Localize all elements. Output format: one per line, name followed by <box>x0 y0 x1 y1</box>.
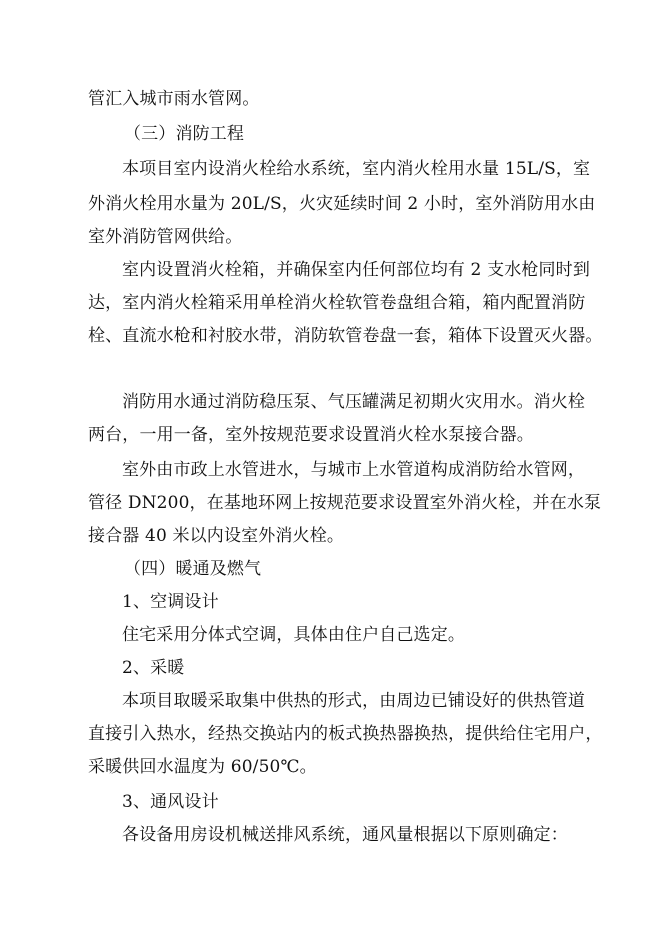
text-line: 本项目取暖采取集中供热的形式，由周边已铺设好的供热管道 <box>122 691 586 711</box>
section-heading: （三）消防工程 <box>124 124 245 144</box>
text-line: 室内设置消火栓箱，并确保室内任何部位均有 2 支水枪同时到 <box>122 260 590 280</box>
text-line: 栓、直流水枪和衬胶水带，消防软管卷盘一套，箱体下设置灭火器。 <box>88 326 603 346</box>
text-line: 管汇入城市雨水管网。 <box>88 89 260 109</box>
subsection-heading: 3、通风设计 <box>122 792 219 812</box>
text-line: 室外由市政上水管进水，与城市上水管道构成消防给水管网， <box>122 460 586 480</box>
text-line: 室外消防管网供给。 <box>88 227 243 247</box>
text-line: 管径 DN200，在基地环网上按规范要求设置室外消火栓，并在水泵 <box>88 493 602 513</box>
subsection-heading: 1、空调设计 <box>122 592 219 612</box>
text-line: 达，室内消火栓箱采用单栓消火栓软管卷盘组合箱，箱内配置消防 <box>88 293 586 313</box>
text-line: 接合器 40 米以内设室外消火栓。 <box>88 526 344 546</box>
text-line: 住宅采用分体式空调，具体由住户自己选定。 <box>122 625 465 645</box>
section-heading: （四）暖通及燃气 <box>124 559 262 579</box>
text-line: 直接引入热水，经热交换站内的板式换热器换热，提供给住宅用户， <box>88 724 603 744</box>
subsection-heading: 2、采暖 <box>122 658 185 678</box>
text-line: 外消火栓用水量为 20L/S，火灾延续时间 2 小时，室外消防用水由 <box>88 194 596 214</box>
text-line: 本项目室内设消火栓给水系统，室内消火栓用水量 15L/S，室 <box>122 159 591 179</box>
text-line: 采暖供回水温度为 60/50℃。 <box>88 757 317 777</box>
text-line: 各设备用房设机械送排风系统，通风量根据以下原则确定： <box>122 825 568 845</box>
text-line: 两台，一用一备，室外按规范要求设置消火栓水泵接合器。 <box>88 425 534 445</box>
text-line: 消防用水通过消防稳压泵、气压罐满足初期火灾用水。消火栓 <box>122 392 586 412</box>
